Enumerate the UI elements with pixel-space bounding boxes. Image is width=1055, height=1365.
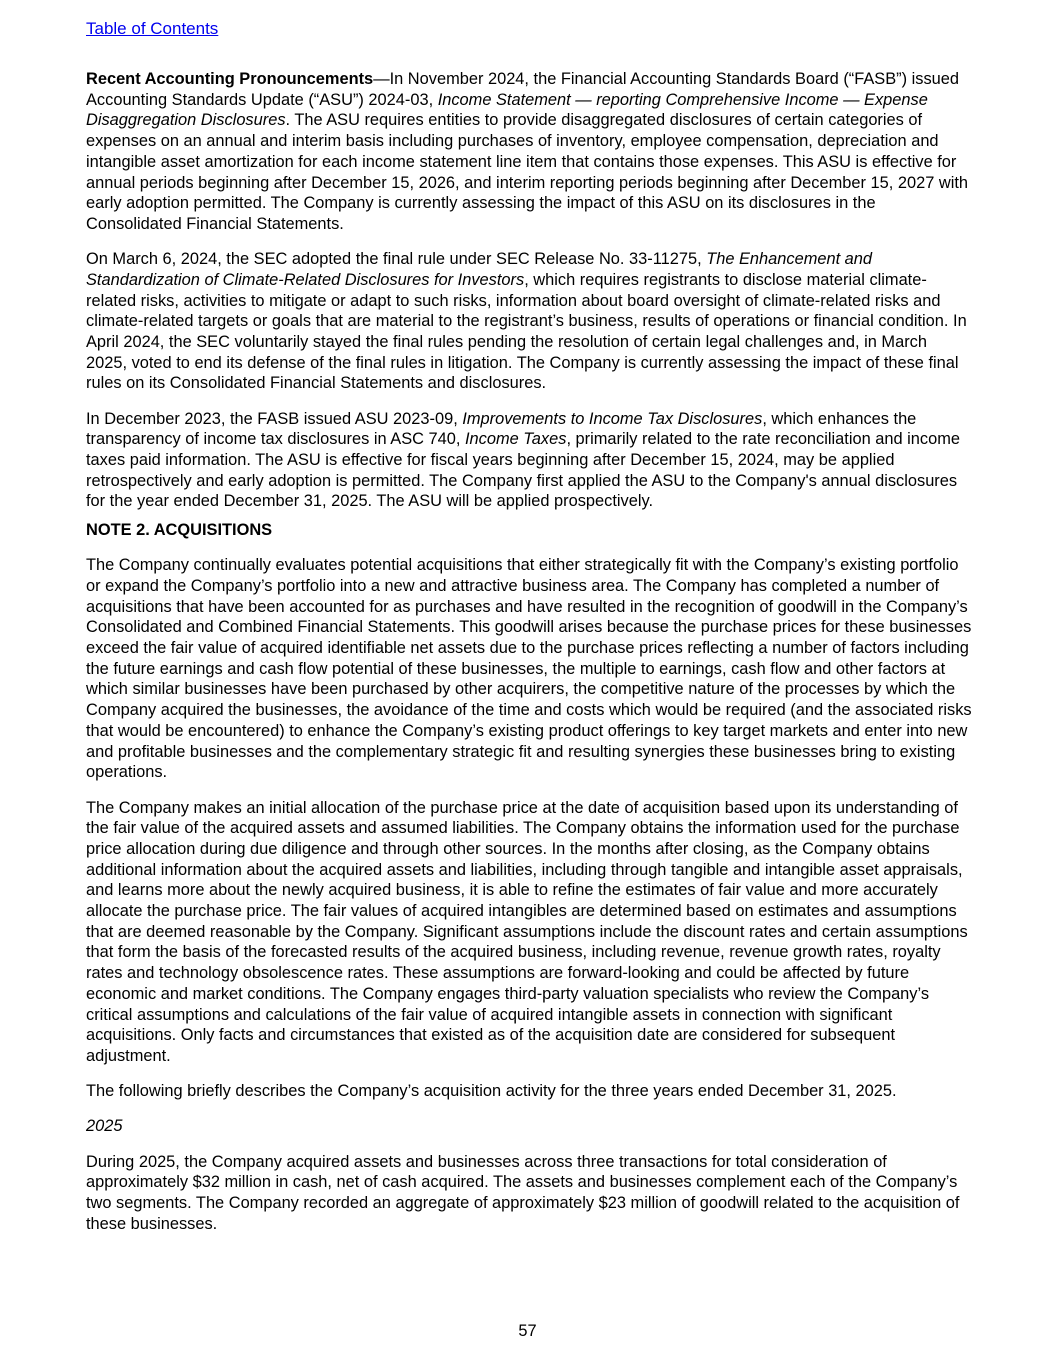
recent-pronouncements-paragraph-1: Recent Accounting Pronouncements—In November 2024, the Financial Accounting Standards Board (“FASB”) issued Accounting Standards Update (“ASU”) 2024-03, Income Statement — reporting Comprehensive Income — Expense Disaggregation Disclosures. The ASU requires entities to provide disaggregated disclosures of certain categories of expenses on an annual and interim basis including purchases of inventory, employee compensation, depreciation and intangible asset amortization for each income statement line item that contains those expenses. This ASU is effective for annual periods beginning after December 15, 2026, and interim reporting periods beginning after December 15, 2027 with early adoption permitted. The Company is currently assessing the impact of this ASU on its disclosures in the Consolidated Financial Statements. [86, 70, 969, 233]
recent-pronouncements-paragraph-2: On March 6, 2024, the SEC adopted the final rule under SEC Release No. 33-11275, The Enhancement and Standardization of Climate-Related Disclosures for Investors, which requires registrants to disclose material climate-related risks, activities to mitigate or adapt to such risks, information about board oversight of climate-related risks and climate-related targets or goals that are material to the registrant’s business, results of operations or financial condition. In April 2024, the SEC voluntarily stayed the final rules pending the resolution of certain legal challenges and, in March 2025, voted to end its defense of the final rules in litigation. The Company is currently assessing the impact of these final rules on its Consolidated Financial Statements and disclosures. [86, 250, 967, 393]
table-of-contents-link[interactable]: Table of Contents [86, 19, 219, 38]
acquisitions-paragraph-1: The Company continually evaluates potential acquisitions that either strategically fit with the Company’s existing portfolio or expand the Company’s portfolio into a new and attractive business area. The Company has completed a number of acquisitions that have been accounted for as purchases and have resulted in the recognition of goodwill in the Company’s Consolidated and Combined Financial Statements. This goodwill arises because the purchase prices for these businesses exceed the fair value of acquired identifiable net assets due to the purchase prices reflecting a number of factors including the future earnings and cash flow potential of these businesses, the multiple to earnings, cash flow and other factors at which similar businesses have been purchased by other acquirers, the competitive nature of the processes by which the Company acquired the businesses, the avoidance of the time and costs which would be required (and the associated risks that would be encountered) to enhance the Company’s existing product offerings to key target markets and enter into new and profitable businesses and the complementary strategic fit and resulting synergies these businesses bring to existing operations. [86, 556, 972, 782]
acquisitions-paragraph-2: The Company makes an initial allocation of the purchase price at the date of acquisition based upon its understanding of the fair value of the acquired assets and assumed liabilities. The Company obtains the information used for the purchase price allocation during due diligence and through other sources. In the months after closing, as the Company obtains additional information about the acquired assets and liabilities, including through tangible and intangible asset appraisals, and learns more about the newly acquired business, it is able to refine the estimates of fair value and more accurately allocate the purchase price. The fair values of acquired intangibles are determined based on estimates and assumptions that are deemed reasonable by the Company. Significant assumptions include the discount rates and certain assumptions that form the basis of the forecasted results of the acquired business, including revenue, revenue growth rates, royalty rates and technology obsolescence rates. These assumptions are forward-looking and could be affected by future economic and market conditions. The Company engages third-party valuation specialists who review the Company’s critical assumptions and calculations of the fair value of acquired intangible assets in connection with significant acquisitions. Only facts and circumstances that existed as of the acquisition date are considered for subsequent adjustment. [86, 798, 968, 1065]
recent-pronouncements-heading: Recent Accounting Pronouncements [86, 70, 374, 88]
year-subheading: 2025 [86, 1117, 123, 1136]
page-content [86, 69, 972, 1249]
recent-pronouncements-paragraph-3: In December 2023, the FASB issued ASU 2023-09, Improvements to Income Tax Disclosures, which enhances the transparency of income tax disclosures in ASC 740, Income Taxes, primarily related to the rate reconciliation and income taxes paid information. The ASU is effective for fiscal years beginning after December 15, 2024, may be applied retrospectively and early adoption is permitted. The Company first applied the ASU to the Company's annual disclosures for the year ended December 31, 2025. The ASU will be applied prospectively. [86, 409, 961, 511]
acquisitions-paragraph-4: During 2025, the Company acquired assets and businesses across three transactions for total consideration of approximately $32 million in cash, net of cash acquired. The assets and businesses complement each of the Company’s two segments. The Company recorded an aggregate of approximately $23 million of goodwill related to the acquisition of these businesses. [86, 1152, 960, 1233]
note-2-heading: NOTE 2. ACQUISITIONS [86, 521, 273, 540]
acquisitions-paragraph-3: The following briefly describes the Company’s acquisition activity for the three years ended December 31, 2025. [86, 1082, 897, 1101]
page-number: 57 [518, 1322, 537, 1340]
